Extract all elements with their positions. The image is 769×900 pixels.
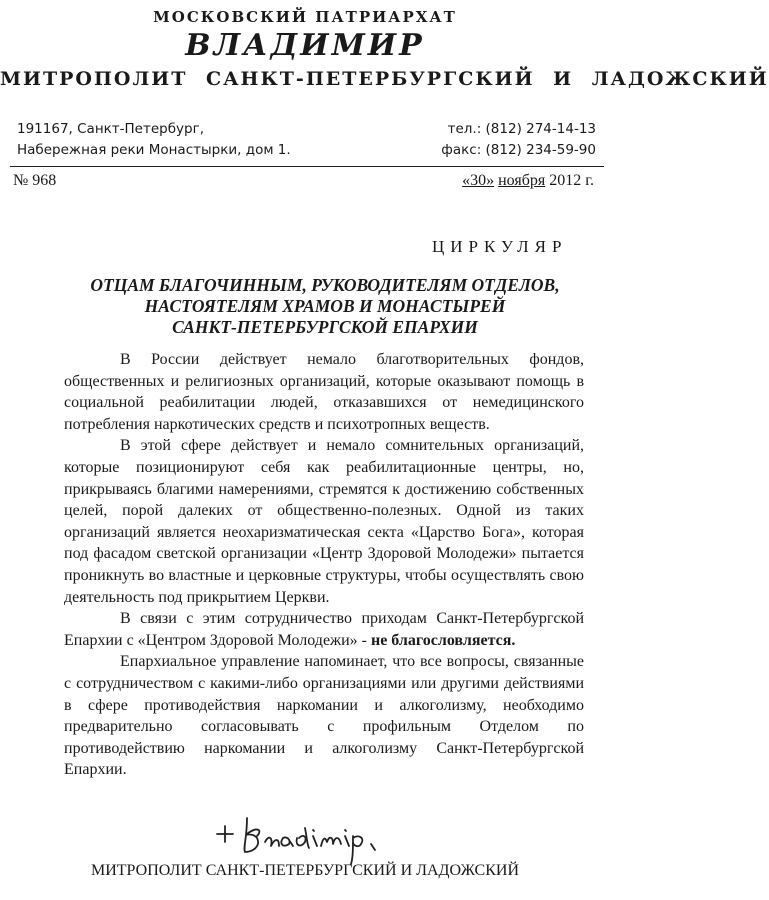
header-divider (10, 166, 604, 167)
letterhead-patriarchate: МОСКОВСКИЙ ПАТРИАРХАТ (153, 8, 457, 26)
address-line-1: 191167, Санкт-Петербург, (17, 121, 204, 137)
body-paragraph-text: В связи с этим сотрудничество приходам Санкт-Петербургской Епархии с «Центром Здоровой Молодежи» - (64, 610, 584, 649)
addressee-line: НАСТОЯТЕЛЯМ ХРАМОВ И МОНАСТЫРЕЙ (144, 296, 506, 316)
phone-number: тел.: (812) 274-14-13 (447, 121, 596, 137)
addressee-line: САНКТ-ПЕТЕРБУРГСКОЙ ЕПАРХИИ (172, 317, 478, 337)
letterhead-title: МИТРОПОЛИТ САНКТ-ПЕТЕРБУРГСКИЙ И ЛАДОЖСКИЙ (0, 68, 769, 90)
body-paragraph: В России действует немало благотворительных фондов, общественных и религиозных организаций, которые оказывают помощь в социальной реабилитации людей, отказавшихся от немедицинского потребления наркотических средств и психотропных веществ. (64, 351, 584, 433)
body-paragraph (64, 608, 584, 651)
body-paragraph: Епархиальное управление напоминает, что все вопросы, связанные с сотрудничеством с какими-либо организациями или другими действиями в сфере противодействия наркомании и алкоголизму, необходимо предварительно согласовывать с профильным Отделом по противодействию наркомании и алкоголизму Санкт-Петербургской Епархии. (64, 653, 584, 779)
document-number: № 968 (13, 172, 57, 189)
fax-number: факс: (812) 234-59-90 (441, 142, 596, 158)
not-blessed-emphasis: не благословляется. (370, 631, 516, 649)
signature-title: МИТРОПОЛИТ САНКТ-ПЕТЕРБУРГСКИЙ И ЛАДОЖСКИЙ (91, 862, 519, 879)
addressee-line: ОТЦАМ БЛАГОЧИННЫМ, РУКОВОДИТЕЛЯМ ОТДЕЛОВ, (90, 275, 560, 295)
document-body (64, 349, 584, 781)
date-month: ноября (498, 172, 546, 189)
body-paragraph: В этой сфере действует и немало сомнительных организаций, которые позиционируют себя как реабилитационные центры, но, прикрываясь благими намерениями, стремятся к достижению собственных целей, порой далеких от общественно-полезных. Одной из таких организаций является неохаризматическая секта «Царство Бога», которая под фасадом светской организации «Центр Здоровой Молодежи» пытается проникнуть во властные и церковные структуры, чтобы осуществлять свою деятельность под прикрытием Церкви. (64, 437, 584, 606)
date-day: «30» (462, 172, 495, 189)
document-title: ЦИРКУЛЯР (432, 237, 568, 256)
date-year: 2012 г. (549, 172, 594, 189)
letterhead-name: ВЛАДИМИР (185, 28, 425, 63)
document-date (462, 172, 594, 190)
signature-handwritten (213, 808, 423, 868)
address-line-2: Набережная реки Монастырки, дом 1. (17, 142, 291, 158)
